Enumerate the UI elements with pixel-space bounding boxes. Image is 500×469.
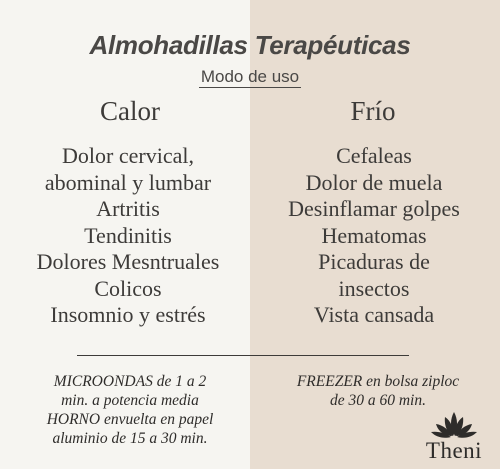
cold-use-item: Desinflamar golpes [288, 196, 460, 221]
cold-heading: Frío [350, 96, 396, 126]
heat-uses-list [0, 143, 263, 329]
page-subtitle [0, 67, 500, 87]
cold-instructions [258, 372, 498, 410]
brand-logo [420, 410, 488, 466]
cold-use-item: Vista cansada [313, 302, 435, 327]
cold-use-item: insectos [338, 275, 410, 301]
heat-instruction-line: MICROONDAS de 1 a 2 [53, 373, 207, 390]
cold-use-item: Hematomas [321, 222, 427, 248]
heat-instructions [15, 372, 245, 448]
heat-instruction-line: min. a potencia media [61, 392, 199, 409]
subtitle-text: Modo de uso [200, 67, 300, 86]
heat-heading: Calor [100, 96, 160, 126]
heat-use-item: Artritis [96, 196, 160, 221]
cold-use-item: Picaduras de [318, 249, 430, 274]
heat-instruction-line: HORNO envuelta en papel [46, 411, 214, 428]
page-title: Almohadillas Terapéuticas [89, 30, 411, 60]
heat-use-item: Colicos [94, 275, 162, 301]
heat-use-item: abominal y lumbar [44, 169, 212, 195]
heat-instruction-line: aluminio de 15 a 30 min. [52, 430, 208, 447]
cold-use-item: Cefaleas [336, 143, 412, 168]
lotus-icon [430, 410, 478, 440]
cold-use-item: Dolor de muela [305, 169, 443, 195]
section-divider [77, 355, 409, 356]
cold-uses-list [239, 143, 500, 329]
brand-name: Theni [425, 438, 483, 463]
heat-use-item: Dolores Mesntruales [36, 249, 220, 274]
heat-use-item: Tendinitis [84, 222, 172, 248]
heat-use-item: Dolor cervical, [62, 143, 194, 168]
cold-instruction-line: FREEZER en bolsa ziploc [296, 373, 460, 390]
cold-instruction-line: de 30 a 60 min. [329, 392, 426, 409]
heat-use-item: Insomnio y estrés [50, 302, 206, 327]
